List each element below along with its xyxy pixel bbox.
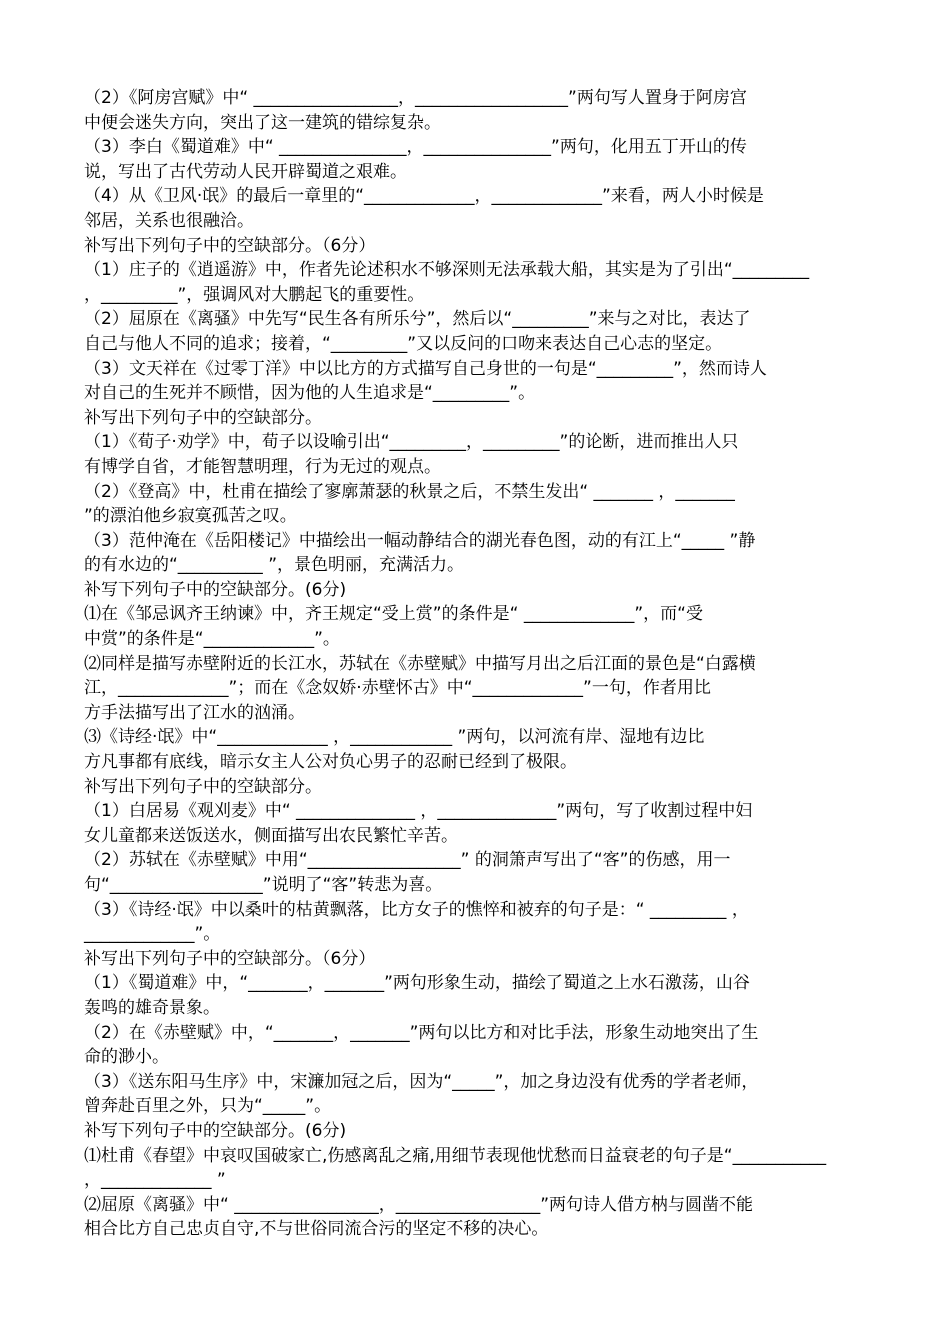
text-line: ”的漂泊他乡寂寞孤苦之叹。 [84, 506, 297, 527]
text-line: ，_________”，强调风对大鹏起飞的重要性。 [84, 284, 425, 305]
text-line: （3）李白《蜀道难》中“ _______________，_______________”两句，化用五丁开山的传 [84, 137, 747, 158]
text-line: 女儿童都来送饭送水，侧面描写出农民繁忙辛苦。 [84, 825, 458, 846]
text-line: （2）屈原在《离骚》中先写“民生各有所乐兮”，然后以“_________”来与之对比，表达了 [84, 309, 751, 330]
text-line: （3）《诗经·氓》中以桑叶的枯黄飘落，比方女子的憔悴和被弃的句子是：“ _________ ， [84, 899, 749, 920]
text-line: ⑶《诗经·氓》中“_____________ ，____________ ”两句，以河流有岸、湿地有边比 [84, 727, 705, 748]
text-line: ⑴在《邹忌讽齐王纳谏》中，齐王规定“受上赏”的条件是“ _____________”，而“受 [84, 604, 703, 625]
text-line: 命的渺小。 [84, 1047, 169, 1068]
text-line: （1）白居易《观刈麦》中“ ______________ ，______________”两句，写了收割过程中妇 [84, 801, 753, 822]
text-line: （2）《阿房宫赋》中“ _________________，__________________”两句写人置身于阿房宫 [84, 88, 747, 108]
text-line: 中赏”的条件是“_____________”。 [84, 629, 340, 650]
text-line: 的有水边的“__________ ”，景色明丽，充满活力。 [84, 555, 465, 576]
text-line: （4）从《卫风·氓》的最后一章里的“_____________，_____________”来看，两人小时候是 [84, 186, 764, 207]
text-line: 有博学自省，才能智慧明理，行为无过的观点。 [84, 456, 441, 477]
text-line: （2）在《赤壁赋》中，“_______，_______”两句以比方和对比手法，形象生动地突出了生 [84, 1022, 759, 1043]
text-line: 对自己的生死并不顾惜，因为他的人生追求是“_________”。 [84, 383, 536, 404]
text-line: 轰鸣的雄奇景象。 [84, 997, 220, 1018]
document-body [84, 86, 874, 1242]
text-line: （3）文天祥在《过零丁洋》中以比方的方式描写自己身世的一句是“_________”，然而诗人 [84, 358, 767, 379]
text-line: （3）范仲淹在《岳阳楼记》中描绘出一幅动静结合的湖光春色图，动的有江上“_____ ”静 [84, 530, 756, 551]
text-line: 方凡事都有底线，暗示女主人公对负心男子的忍耐已经到了极限。 [84, 752, 577, 773]
section-heading: 补写出下列句子中的空缺部分。（6分） [84, 948, 376, 969]
text-line: （1）庄子的《逍遥游》中，作者先论述积水不够深则无法承载大船，其实是为了引出“_________ [84, 260, 810, 281]
text-line: 中便会迷失方向，突出了这一建筑的错综复杂。 [84, 112, 441, 133]
text-line: 江，_____________”；而在《念奴娇·赤壁怀古》中“_____________”一句，作者用比 [84, 678, 711, 699]
text-line: 句“__________________”说明了“客”转悲为喜。 [84, 875, 443, 895]
text-line: 邻居，关系也很融洽。 [84, 210, 254, 231]
text-line: ，_____________ ” [84, 1170, 226, 1191]
text-line: （3）《送东阳马生序》中，宋濂加冠之后，因为“_____”，加之身边没有优秀的学者老师， [84, 1071, 759, 1092]
text-line: ⑵屈原《离骚》中“ _________________，_________________”两句诗人借方枘与圆凿不能 [84, 1194, 754, 1215]
section-heading: 补写下列句子中的空缺部分。(6分) [84, 579, 347, 600]
text-line: ⑴杜甫《春望》中哀叹国破家亡,伤感离乱之痛,用细节表现他忧愁而日益衰老的句子是“___________ [84, 1145, 827, 1166]
section-heading: 补写出下列句子中的空缺部分。（6分） [84, 235, 376, 256]
text-line: （1）《蜀道难》中，“_______，_______”两句形象生动，描绘了蜀道之上水石激荡，山谷 [84, 973, 750, 994]
text-line: 相合比方自己忠贞自守,不与世俗同流合污的坚定不移的决心。 [84, 1219, 549, 1240]
text-line: （2）《登高》中，杜甫在描绘了寥廓萧瑟的秋景之后，不禁生发出“ _______ ，_______ [84, 481, 735, 502]
text-line: 说，写出了古代劳动人民开辟蜀道之艰难。 [84, 161, 407, 182]
text-line: （1）《荀子·劝学》中，荀子以设喻引出“_________，_________”的论断，进而推出人只 [84, 432, 739, 453]
section-heading: 补写出下列句子中的空缺部分。 [84, 407, 322, 428]
text-line: 自己与他人不同的追求；接着，“_________”又以反问的口吻来表达自己心志的坚定。 [84, 333, 723, 354]
text-line: _____________”。 [84, 924, 221, 945]
text-line: 方手法描写出了江水的汹涌。 [84, 702, 305, 723]
text-line: ⑵同样是描写赤壁附近的长江水，苏轼在《赤壁赋》中描写月出之后江面的景色是“白露横 [84, 653, 756, 674]
text-line: 曾奔赴百里之外，只为“_____”。 [84, 1096, 332, 1117]
section-heading: 补写出下列句子中的空缺部分。 [84, 776, 322, 797]
text-line: （2）苏轼在《赤壁赋》中用“__________________” 的洞箫声写出了“客”的伤感，用一 [84, 850, 731, 871]
section-heading: 补写下列句子中的空缺部分。(6分) [84, 1120, 347, 1141]
